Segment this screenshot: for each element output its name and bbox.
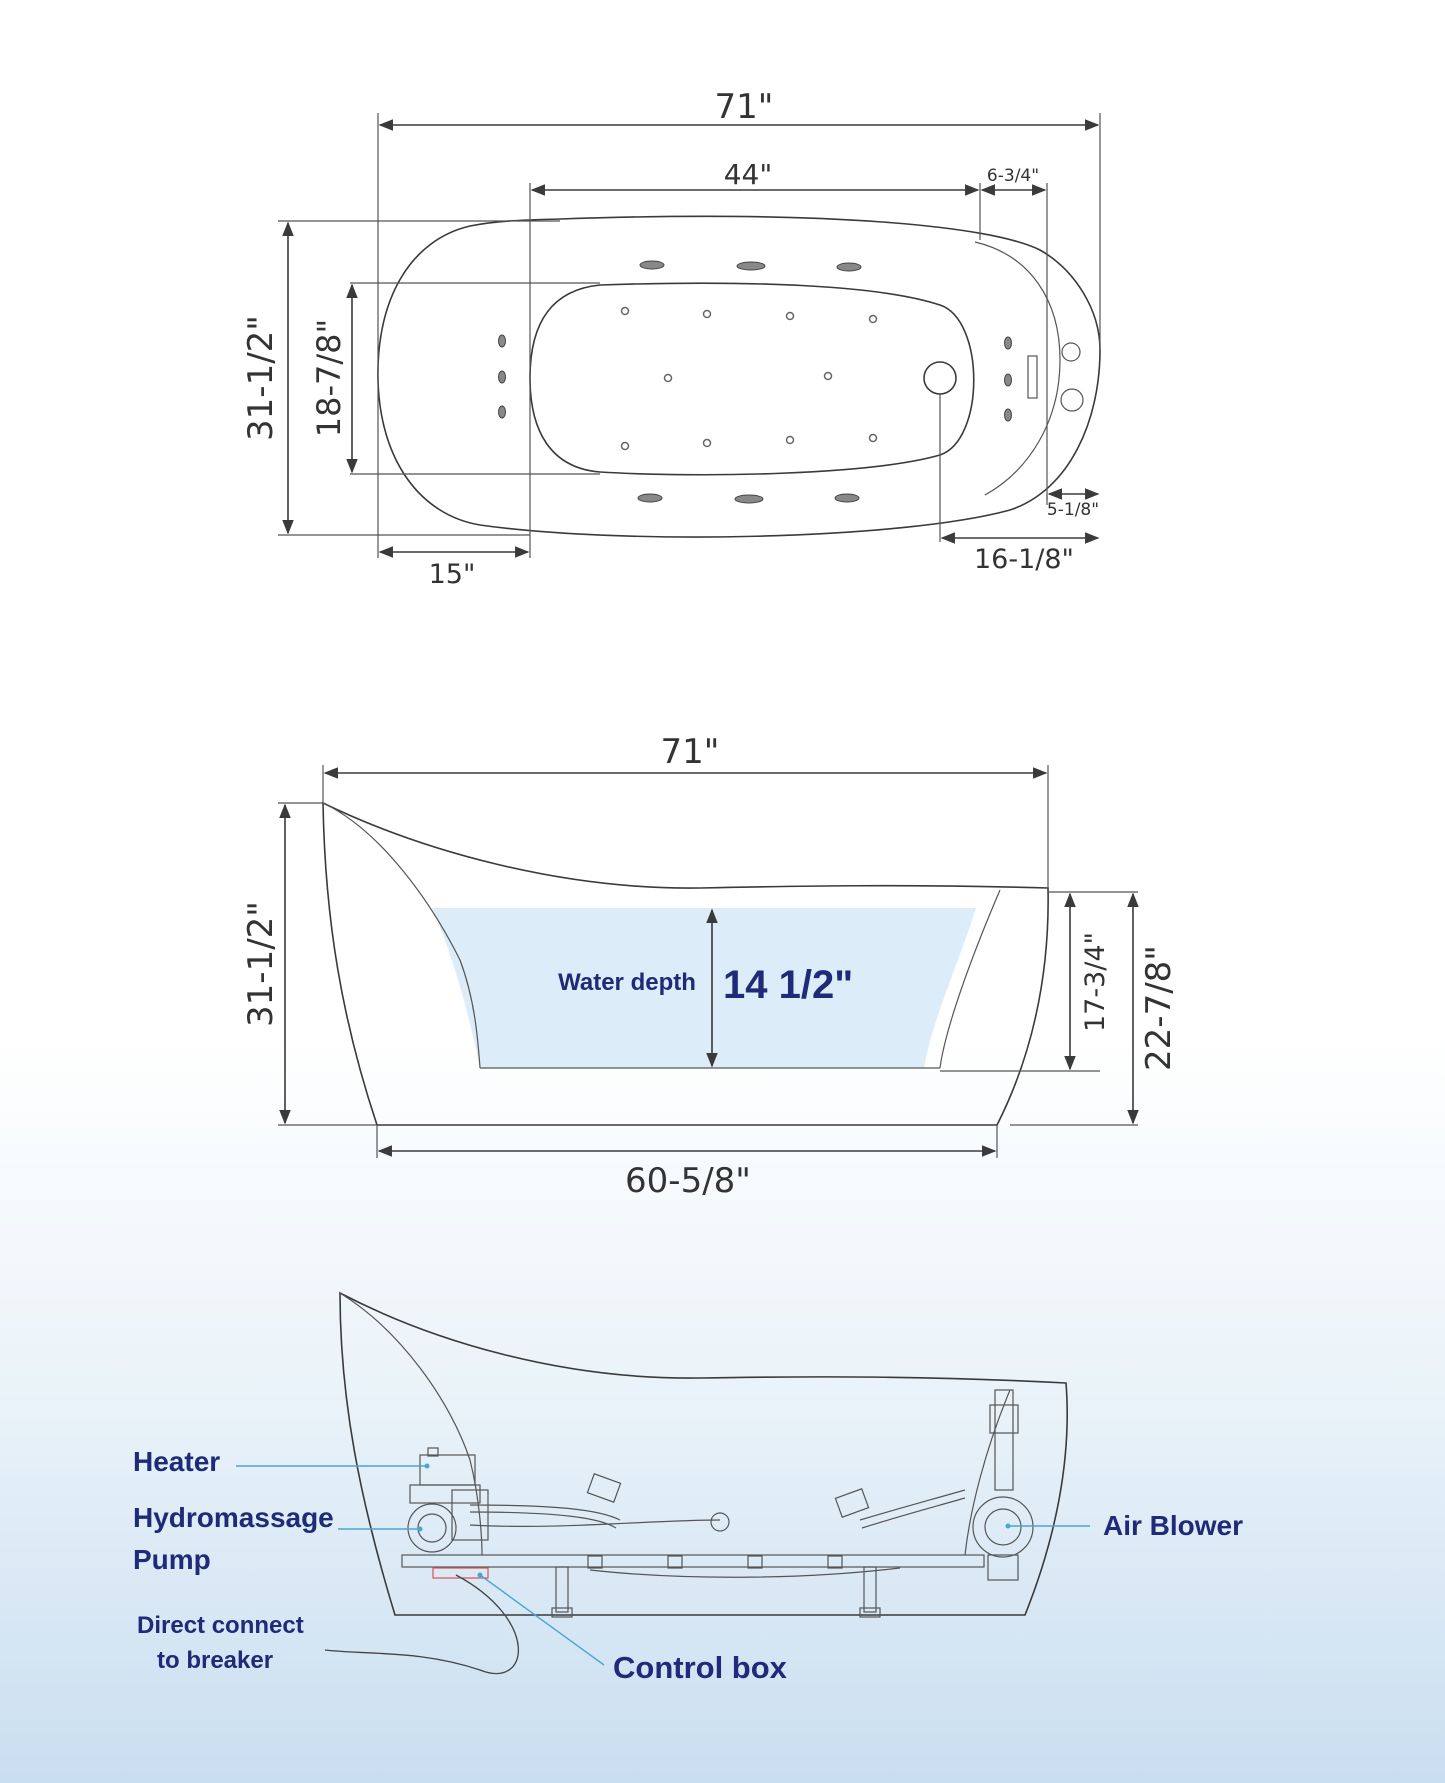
base-frame [402, 1555, 984, 1567]
drain-icon [924, 362, 956, 394]
overall-width-label: 31-1/2" [241, 315, 281, 441]
base-length-label: 60-5/8" [625, 1161, 751, 1201]
inner-depth-label: 17-3/4" [1080, 932, 1111, 1032]
waterfall-spout [1028, 356, 1037, 398]
inner-basin [530, 283, 974, 475]
control-box-label: Control box [613, 1650, 787, 1685]
inner-width-label: 18-7/8" [310, 318, 348, 438]
air-blower-leader-dot [1006, 1524, 1011, 1529]
pipe-right [860, 1490, 965, 1520]
side-height-label: 31-1/2" [241, 901, 281, 1027]
heater-leader-dot [425, 1464, 430, 1469]
control-panel-icon [1061, 389, 1083, 411]
pump-unit [408, 1485, 488, 1552]
components-inner-right [965, 1390, 1010, 1555]
jet-fittings [587, 1474, 868, 1568]
floor-pipe [590, 1568, 900, 1577]
breaker-label-line2: to breaker [157, 1647, 274, 1674]
water-depth-value: 14 1/2" [723, 963, 854, 1007]
drain-offset-label: 16-1/8" [974, 544, 1074, 575]
side-view [241, 732, 1179, 1201]
headrest-offset-label: 6-3/4" [986, 166, 1040, 186]
breaker-wire [325, 1575, 518, 1674]
top-view-extension-lines [278, 113, 1100, 558]
top-view [241, 87, 1100, 590]
control-knob-icon [1062, 343, 1080, 361]
left-offset-label: 15" [428, 559, 476, 590]
floor-jets [622, 308, 877, 450]
pipe-right-b [862, 1498, 965, 1528]
components-view [133, 1293, 1243, 1685]
breaker-label-line1: Direct connect [137, 1612, 304, 1639]
pump-label-line2: Pump [133, 1544, 211, 1575]
control-box-leader-dot [478, 1573, 483, 1578]
air-blower-unit [973, 1390, 1033, 1580]
rim-height-label: 22-7/8" [1139, 945, 1179, 1071]
water-fill [432, 908, 976, 1068]
water-depth-label: Water depth [558, 969, 696, 996]
overall-length-label: 71" [714, 87, 774, 127]
pump-leader-dot [418, 1527, 423, 1532]
control-box-leader [480, 1575, 604, 1665]
inner-length-label: 44" [723, 158, 773, 191]
side-length-label: 71" [660, 732, 720, 772]
air-blower-label: Air Blower [1103, 1510, 1244, 1541]
pump-label-line1: Hydromassage [133, 1502, 334, 1533]
rim-offset-label: 5-1/8" [1046, 500, 1100, 520]
heater-label: Heater [133, 1446, 221, 1477]
